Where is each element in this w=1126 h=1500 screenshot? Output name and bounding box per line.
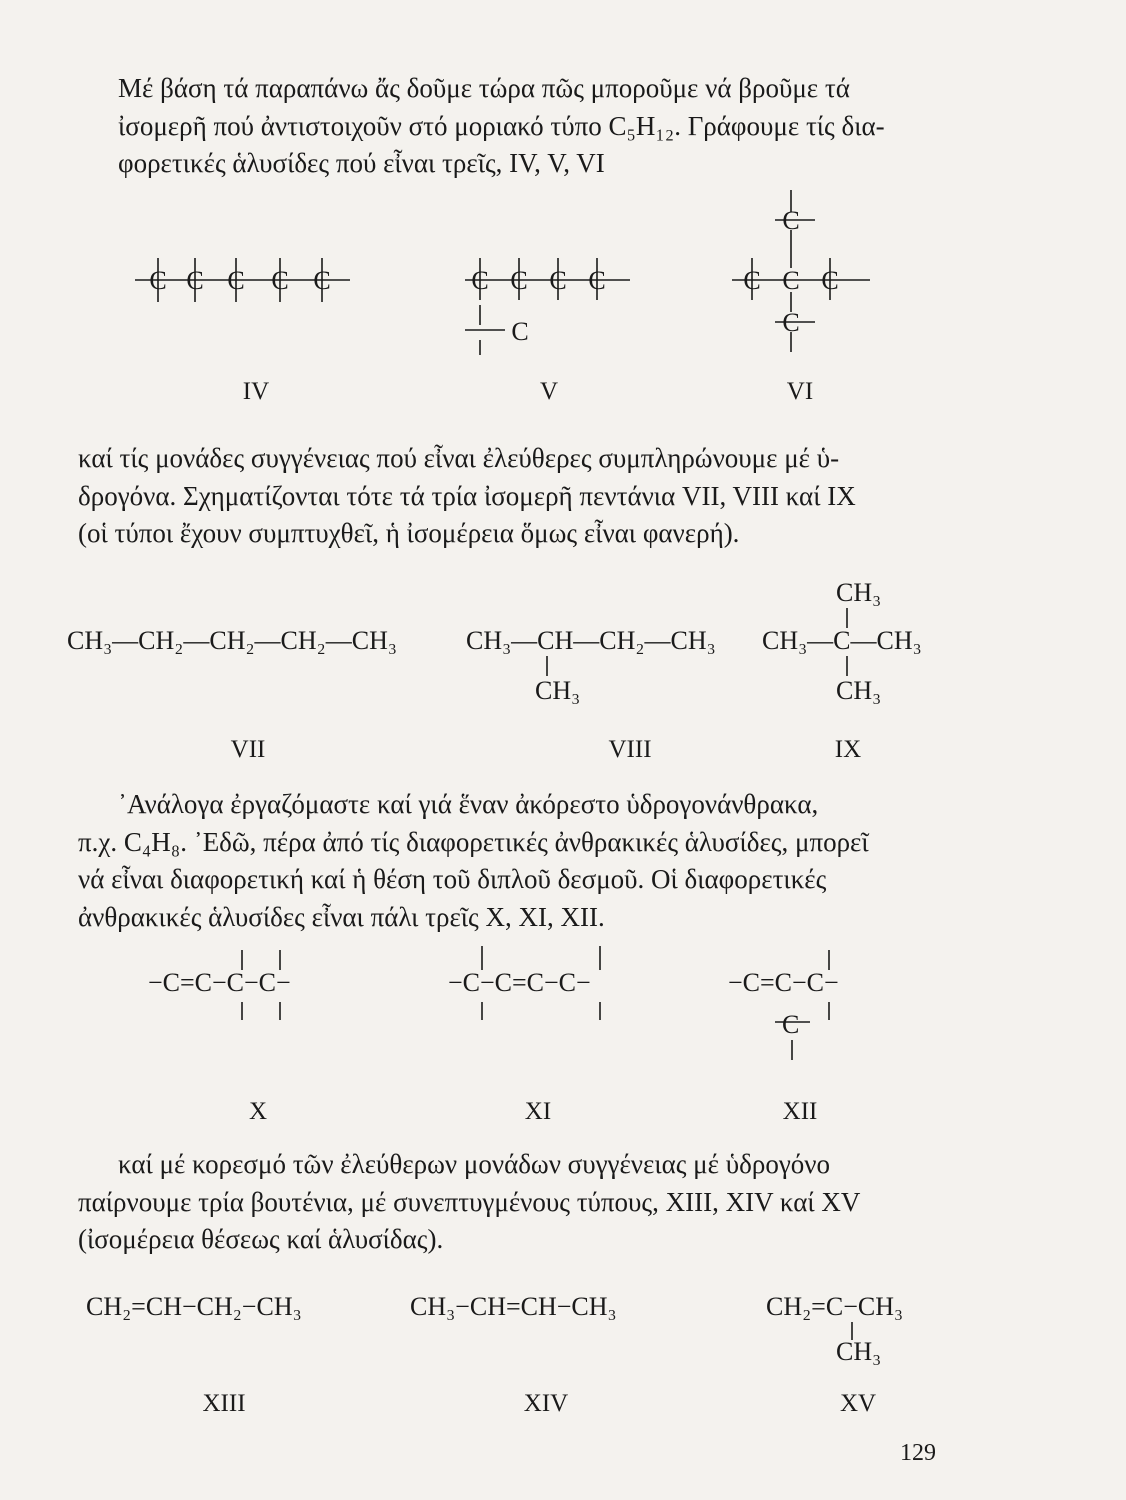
skeleton-x: −C=C−C−C− — [148, 968, 291, 997]
text-line: (οἱ τύποι ἔχουν συμπτυχθεῖ, ἡ ἰσομέρεια ὅμως εἶναι φανερή). — [78, 518, 740, 548]
text-line: καί τίς μονάδες συγγένειας πού εἶναι ἐλεύθερες συμπληρώνουμε μέ ὑ- — [78, 443, 840, 473]
page-number: 129 — [900, 1440, 936, 1466]
text-line: π.χ. C₄H₈. ᾿Εδῶ, πέρα ἀπό τίς διαφορετικές ἀνθρακικές ἁλυσίδες, μπορεῖ — [78, 826, 869, 857]
text-line: νά εἶναι διαφορετική καί ἡ θέση τοῦ διπλοῦ δεσμοῦ. Οἱ διαφορετικές — [78, 864, 827, 894]
structure-label-x: X — [248, 1098, 268, 1125]
formula-pentane-ix-bottom: CH₃ — [836, 676, 882, 705]
formula-pentane-viii-branch: CH₃ — [535, 676, 581, 705]
structure-label-xi: XI — [524, 1098, 552, 1125]
formula-pentane-viii: CH₃—CH—CH₂—CH₃ — [466, 626, 716, 655]
carbon-atom: C — [588, 266, 606, 295]
structure-label-xiii: XIII — [202, 1390, 246, 1417]
carbon-atom: C — [313, 266, 331, 295]
skeleton-xii: −C=C−C− — [728, 968, 839, 997]
formula-butene-xiv: CH₃−CH=CH−CH₃ — [410, 1292, 617, 1321]
structure-label-xii: XII — [782, 1098, 818, 1125]
structure-label-xv: XV — [839, 1390, 877, 1417]
carbon-atom: C — [511, 317, 529, 346]
carbon-atom: C — [271, 266, 289, 295]
text-line: (ἰσομέρεια θέσεως καί ἁλυσίδας). — [78, 1224, 444, 1254]
formula-butene-xiii: CH₂=CH−CH₂−CH₃ — [86, 1292, 302, 1321]
carbon-atom: C — [510, 266, 528, 295]
carbon-atom: C — [821, 266, 839, 295]
text-line: ἀνθρακικές ἁλυσίδες εἶναι πάλι τρεῖς X, XI, XII. — [78, 901, 605, 932]
carbon-atom: C — [227, 266, 245, 295]
carbon-atom: C — [782, 308, 800, 337]
carbon-atom: C — [782, 206, 800, 235]
carbon-atom: C — [471, 266, 489, 295]
skeleton-xii-branch: C — [782, 1010, 800, 1039]
formula-butene-xv-branch: CH₃ — [836, 1337, 882, 1366]
formula-pentane-vii: CH₃—CH₂—CH₂—CH₂—CH₃ — [67, 626, 397, 655]
skeleton-xi: −C−C=C−C− — [448, 968, 591, 997]
structure-label-viii: VIII — [608, 736, 652, 763]
text-line: παίρνουμε τρία βουτένια, μέ συνεπτυγμένους τύπους, XIII, XIV καί XV — [78, 1186, 861, 1217]
carbon-atom: C — [186, 266, 204, 295]
text-line: Μέ βάση τά παραπάνω ἄς δοῦμε τώρα πῶς μποροῦμε νά βροῦμε τά — [118, 73, 850, 103]
carbon-atom: C — [782, 266, 800, 295]
text-line: φορετικές ἁλυσίδες πού εἶναι τρεῖς, IV, V, VI — [118, 148, 605, 178]
structure-label-vi: VI — [786, 378, 814, 405]
formula-pentane-ix: CH₃—C—CH₃ — [762, 626, 922, 655]
text-line: καί μέ κορεσμό τῶν ἐλεύθερων μονάδων συγγένειας μέ ὑδρογόνο — [118, 1149, 830, 1179]
text-line: ᾿Ανάλογα ἐργαζόμαστε καί γιά ἕναν ἀκόρεστο ὑδρογονάνθρακα, — [118, 789, 819, 819]
carbon-atom: C — [149, 266, 167, 295]
structure-label-v: V — [539, 378, 559, 405]
formula-butene-xv: CH₂=C−CH₃ — [766, 1292, 904, 1321]
text-line: δρογόνα. Σχηματίζονται τότε τά τρία ἰσομερῆ πεντάνια VII, VIII καί IX — [78, 480, 856, 511]
text-line: ἰσομερῆ πού ἀντιστοιχοῦν στό μοριακό τύπο C₅H₁₂. Γράφουμε τίς δια- — [118, 110, 885, 141]
structure-label-iv: IV — [242, 378, 270, 405]
formula-pentane-ix-top: CH₃ — [836, 578, 882, 607]
structure-label-vii: VII — [230, 736, 266, 763]
carbon-atom: C — [549, 266, 567, 295]
structure-label-xiv: XIV — [523, 1390, 569, 1417]
carbon-atom: C — [743, 266, 761, 295]
structure-label-ix: IX — [834, 736, 862, 763]
